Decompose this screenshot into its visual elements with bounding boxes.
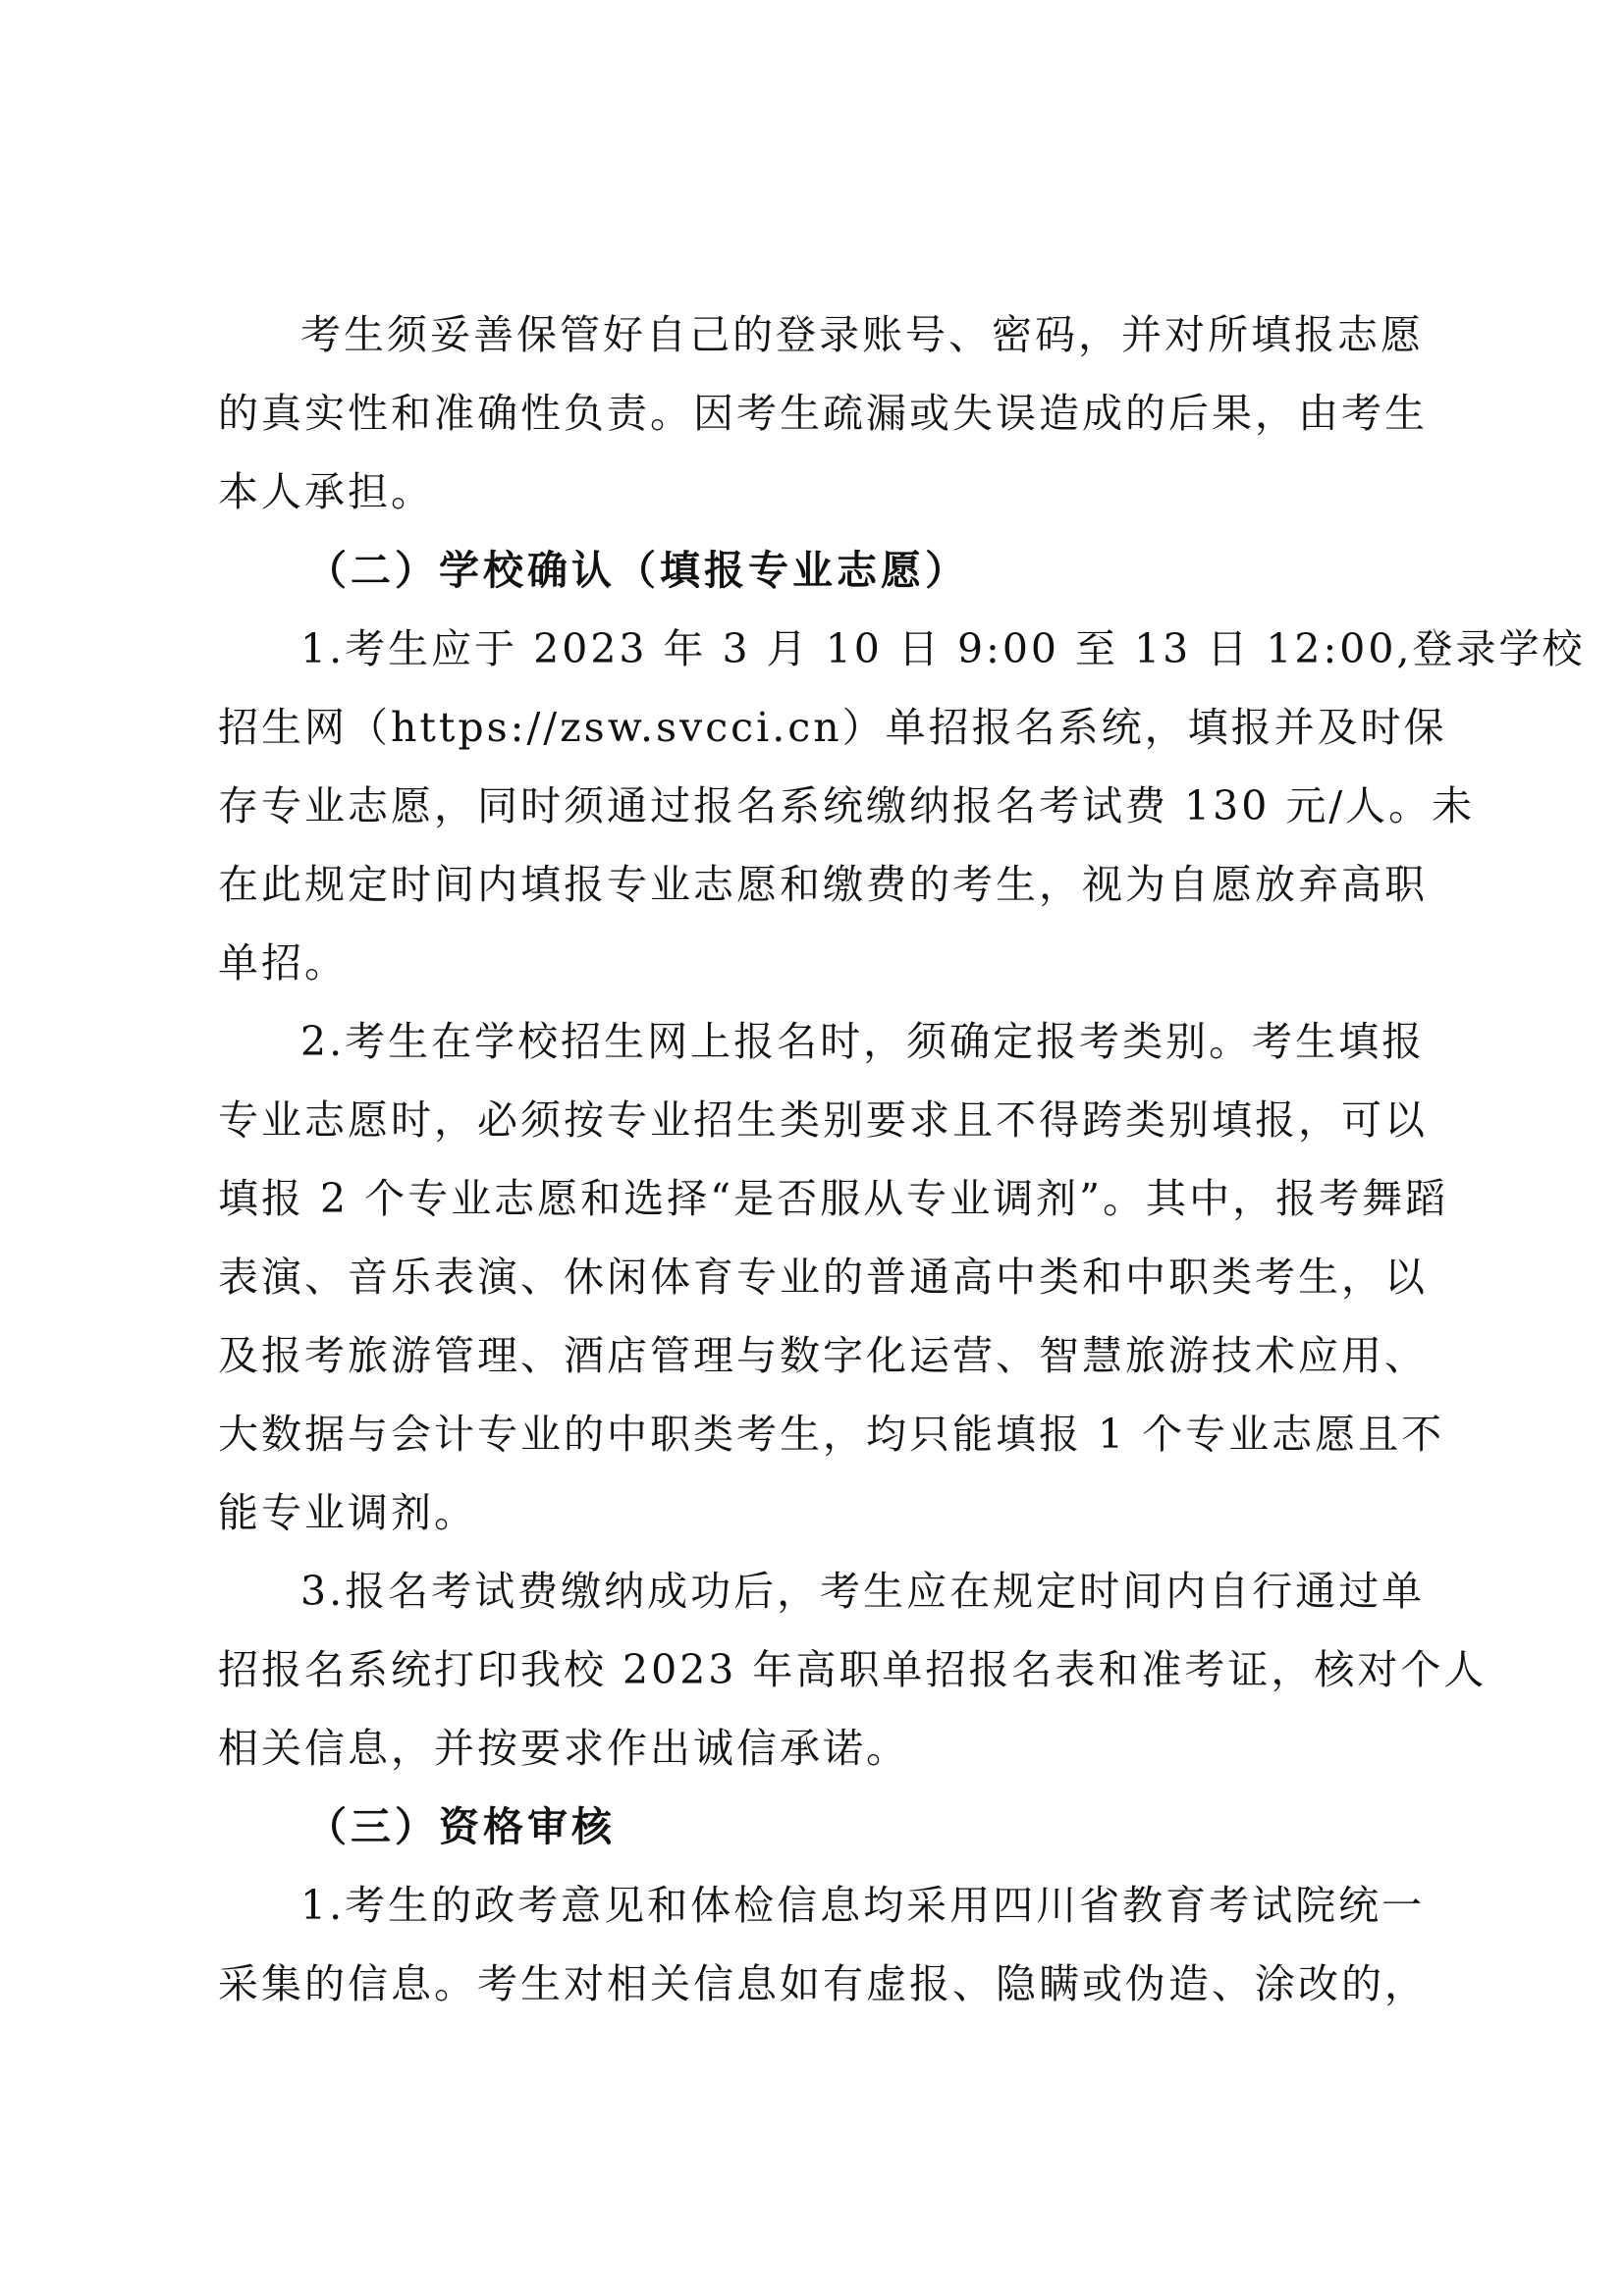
paragraph-line: 相关信息，并按要求作出诚信承诺。 — [218, 1725, 909, 1772]
paragraph-line: 及报考旅游管理、酒店管理与数字化运营、智慧旅游技术应用、 — [218, 1332, 1428, 1379]
paragraph-line: 采集的信息。考生对相关信息如有虚报、隐瞒或伪造、涂改的， — [218, 1960, 1428, 2007]
paragraph-line: 招报名系统打印我校 2023 年高职单招报名表和准考证，核对个人 — [218, 1646, 1488, 1693]
paragraph-line: 考生须妥善保管好自己的登录账号、密码，并对所填报志愿 — [300, 311, 1424, 358]
paragraph-line: 单招。 — [218, 939, 348, 987]
paragraph-line: 填报 2 个专业志愿和选择“是否服从专业调剂”。其中，报考舞蹈 — [218, 1175, 1449, 1222]
paragraph-line: 本人承担。 — [218, 468, 434, 515]
paragraph-line: 2.考生在学校招生网上报名时，须确定报考类别。考生填报 — [300, 1018, 1426, 1065]
paragraph-line: 的真实性和准确性负责。因考生疏漏或失误造成的后果，由考生 — [218, 390, 1428, 437]
paragraph-line: 能专业调剂。 — [218, 1489, 477, 1536]
paragraph-line: 在此规定时间内填报专业志愿和缴费的考生，视为自愿放弃高职 — [218, 861, 1428, 908]
paragraph-line: 大数据与会计专业的中职类考生，均只能填报 1 个专业志愿且不 — [218, 1411, 1445, 1458]
paragraph-line: 3.报名考试费缴纳成功后，考生应在规定时间内自行通过单 — [300, 1568, 1426, 1615]
paragraph-line: 专业志愿时，必须按专业招生类别要求且不得跨类别填报，可以 — [218, 1096, 1428, 1144]
section-heading-school-confirmation: （二）学校确认（填报专业志愿） — [306, 547, 969, 594]
paragraph-line: 1.考生的政考意见和体检信息均采用四川省教育考试院统一 — [300, 1882, 1426, 1929]
section-heading-qualification-review: （三）资格审核 — [306, 1803, 616, 1850]
paragraph-line: 1.考生应于 2023 年 3 月 10 日 9:00 至 13 日 12:00,登录学校 — [300, 625, 1586, 672]
paragraph-line: 招生网（https://zsw.svcci.cn）单招报名系统，填报并及时保 — [218, 704, 1447, 751]
paragraph-line: 存专业志愿，同时须通过报名系统缴纳报名考试费 130 元/人。未 — [218, 782, 1476, 829]
paragraph-line: 表演、音乐表演、休闲体育专业的普通高中类和中职类考生，以 — [218, 1254, 1428, 1301]
